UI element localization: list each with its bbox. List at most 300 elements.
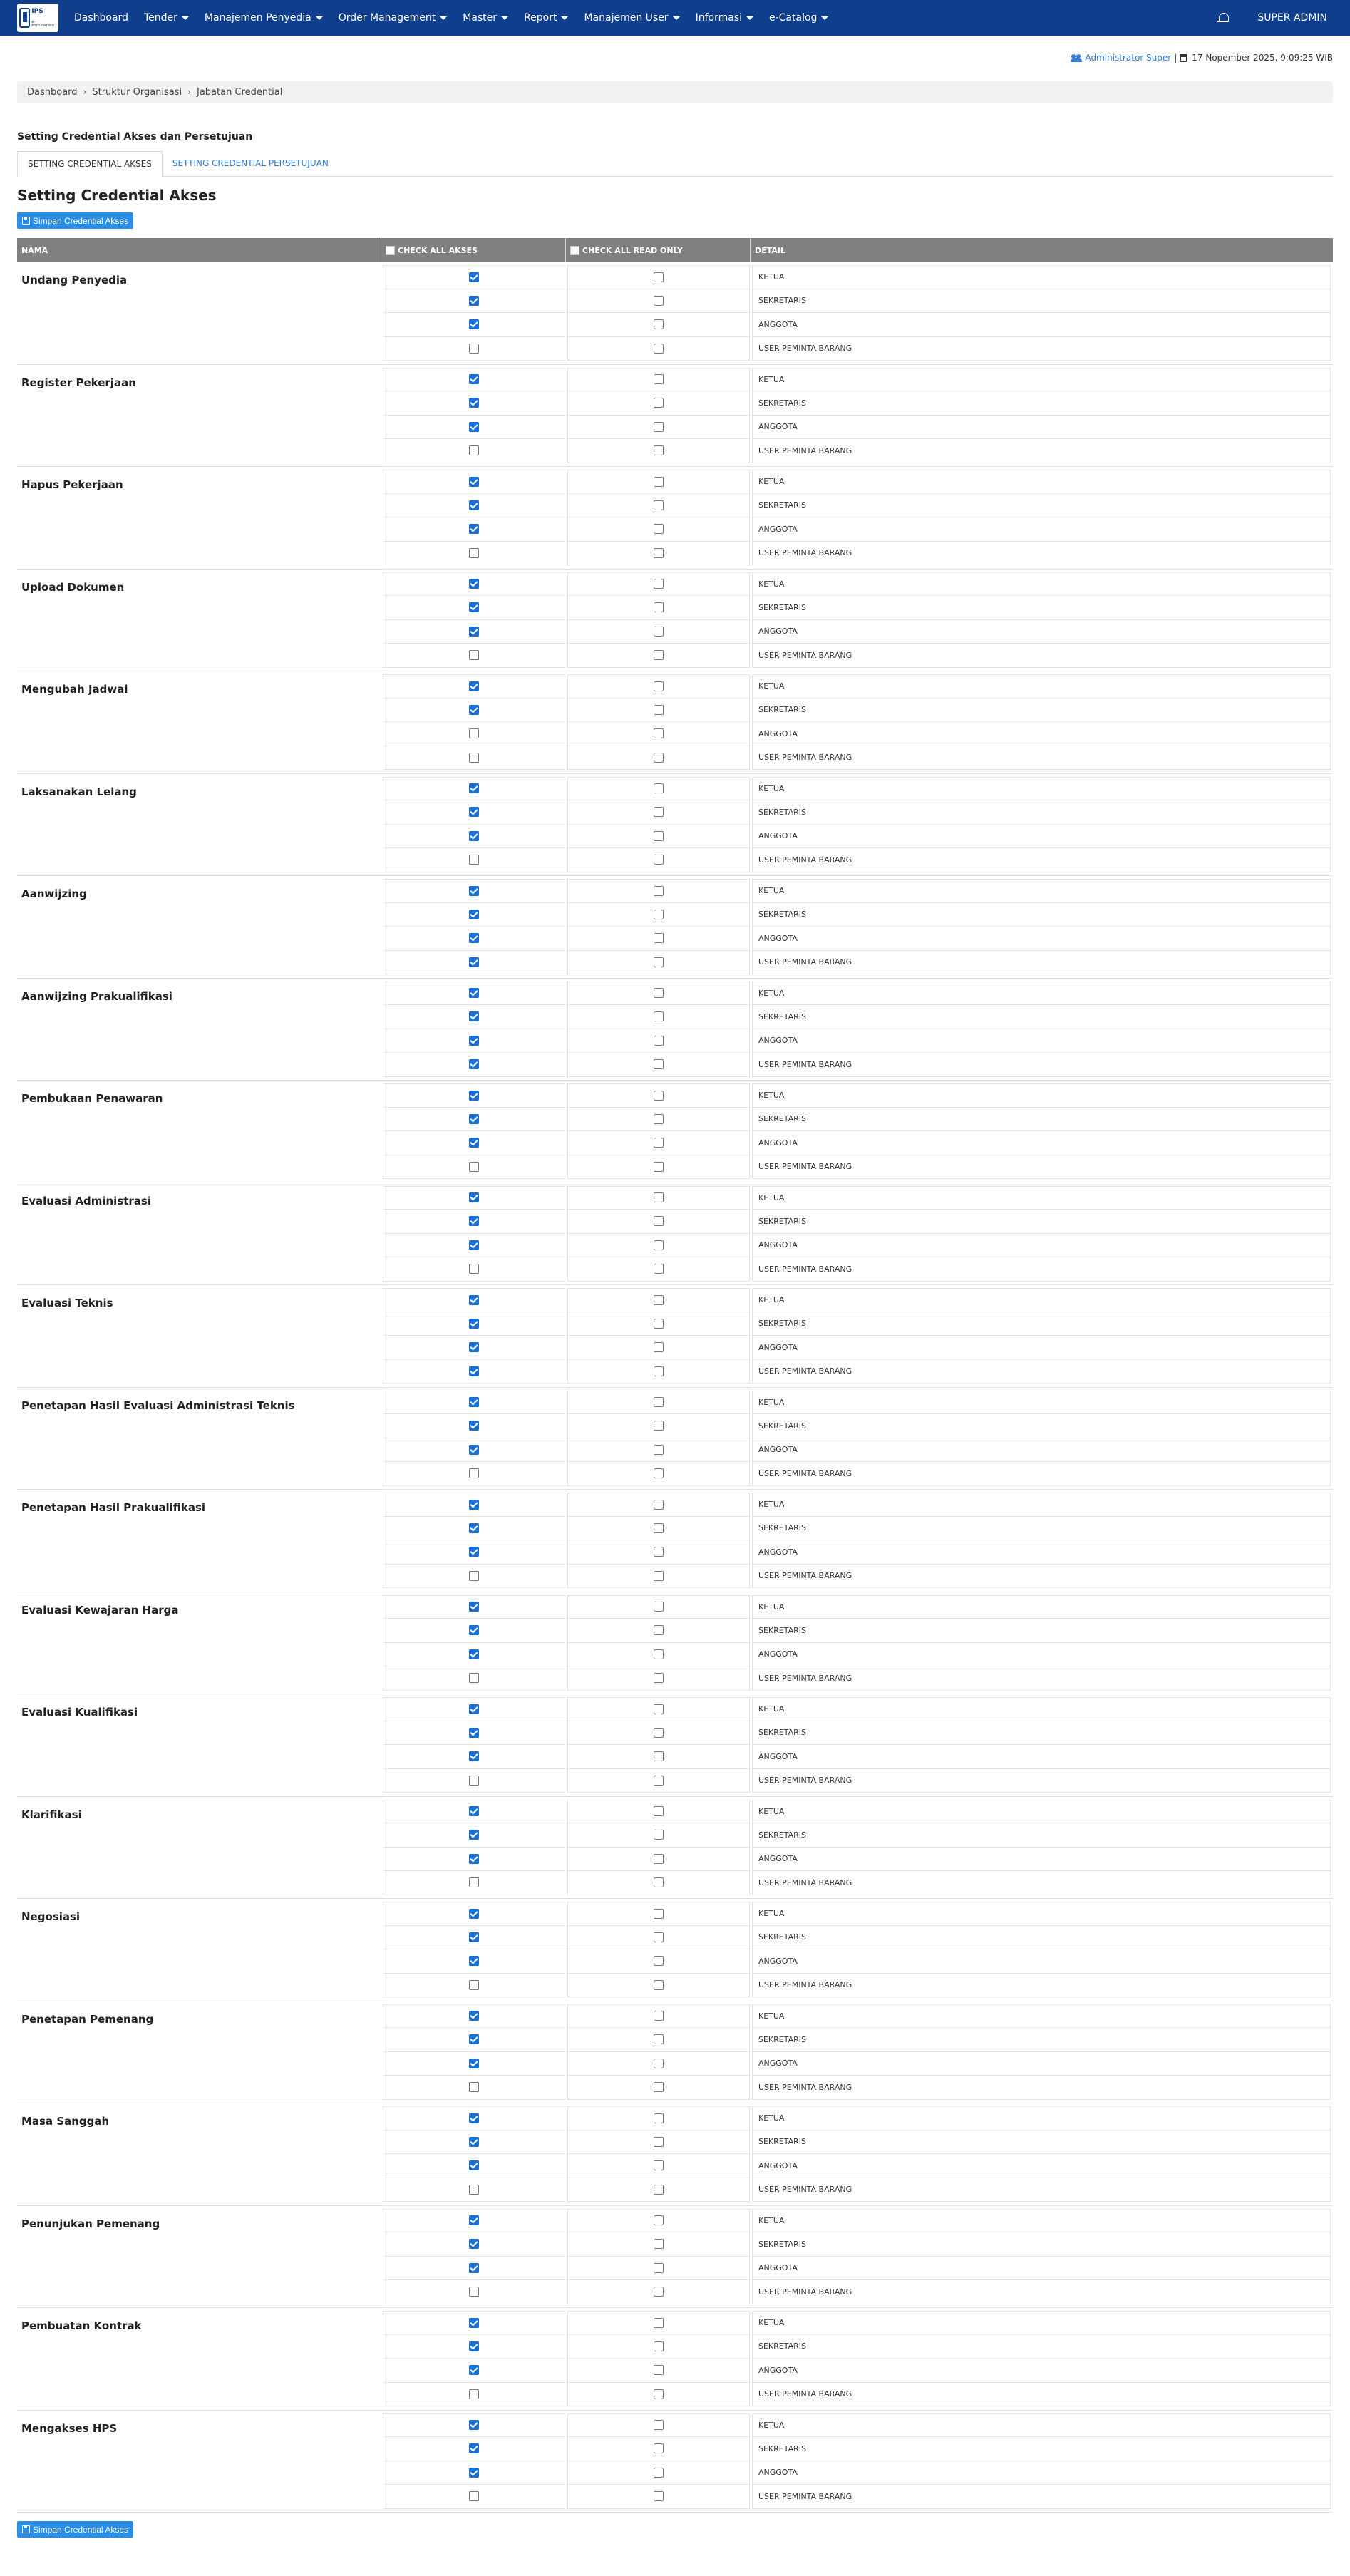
read-only-checkbox[interactable]: [654, 2137, 664, 2147]
read-only-checkbox[interactable]: [654, 1138, 664, 1148]
detail-label: KETUA: [752, 2004, 1331, 2029]
users-icon: [1071, 54, 1082, 62]
nav-item-report[interactable]: [524, 12, 568, 24]
akses-checkbox[interactable]: [469, 2468, 479, 2478]
read-only-checkbox[interactable]: [654, 831, 664, 841]
read-only-checkbox[interactable]: [654, 2113, 664, 2123]
akses-checkbox[interactable]: [469, 1728, 479, 1738]
akses-checkbox[interactable]: [469, 831, 479, 841]
row-name: Hapus Pekerjaan: [21, 478, 123, 491]
read-only-checkbox[interactable]: [654, 1602, 664, 1612]
read-only-checkbox[interactable]: [654, 500, 664, 510]
akses-checkbox[interactable]: [469, 957, 479, 967]
read-only-checkbox[interactable]: [654, 910, 664, 919]
akses-checkbox[interactable]: [469, 1295, 479, 1305]
detail-label: ANGGOTA: [752, 1131, 1331, 1155]
table-row: [17, 2206, 1333, 2309]
section-title: Setting Credential Akses dan Persetujuan: [17, 131, 253, 143]
akses-checkbox[interactable]: [469, 1240, 479, 1250]
header-check-all-akses[interactable]: [381, 238, 566, 262]
read-only-checkbox[interactable]: [654, 1011, 664, 1021]
nav-item-manajemen-user[interactable]: [584, 12, 679, 24]
app-logo[interactable]: [17, 4, 58, 32]
detail-label: KETUA: [752, 470, 1331, 494]
akses-checkbox[interactable]: [469, 807, 479, 817]
akses-checkbox[interactable]: [469, 2365, 479, 2375]
detail-label: SEKRETARIS: [752, 903, 1331, 927]
read-only-checkbox[interactable]: [654, 681, 664, 691]
read-only-checkbox[interactable]: [654, 1240, 664, 1250]
read-only-checkbox[interactable]: [654, 1854, 664, 1864]
akses-checkbox[interactable]: [469, 1571, 479, 1581]
read-only-checkbox[interactable]: [654, 1776, 664, 1786]
caret-down-icon: [182, 16, 189, 20]
akses-checkbox[interactable]: [469, 728, 479, 738]
navbar-right: [1217, 0, 1327, 36]
read-only-checkbox[interactable]: [654, 1649, 664, 1659]
table-row: [17, 570, 1333, 672]
row-name: Mengakses HPS: [21, 2421, 118, 2435]
read-only-checkbox[interactable]: [654, 1397, 664, 1407]
row-name: Penetapan Hasil Prakualifikasi: [21, 1501, 206, 1514]
detail-label: ANGGOTA: [752, 313, 1331, 337]
akses-checkbox[interactable]: [469, 1059, 479, 1069]
akses-checkbox[interactable]: [469, 1649, 479, 1659]
detail-label: KETUA: [752, 879, 1331, 903]
read-only-checkbox[interactable]: [654, 344, 664, 354]
akses-checkbox[interactable]: [469, 1342, 479, 1352]
akses-checkbox[interactable]: [469, 1192, 479, 1202]
akses-checkbox[interactable]: [469, 988, 479, 998]
read-only-checkbox[interactable]: [654, 2263, 664, 2273]
read-only-checkbox[interactable]: [654, 1909, 664, 1919]
akses-checkbox[interactable]: [469, 2263, 479, 2273]
table-row: [17, 467, 1333, 570]
akses-checkbox[interactable]: [469, 2011, 479, 2021]
detail-label: KETUA: [752, 1902, 1331, 1926]
akses-checkbox[interactable]: [469, 2113, 479, 2123]
row-name: Pembuatan Kontrak: [21, 2319, 142, 2332]
akses-checkbox[interactable]: [469, 1523, 479, 1533]
akses-checkbox[interactable]: [469, 477, 479, 487]
detail-label: ANGGOTA: [752, 2052, 1331, 2076]
akses-checkbox[interactable]: [469, 1421, 479, 1431]
akses-checkbox[interactable]: [469, 500, 479, 510]
table-row: [17, 671, 1333, 774]
nav-item-order-management[interactable]: [339, 12, 447, 24]
detail-label: SEKRETARIS: [752, 1312, 1331, 1336]
nav-item-label: Report: [524, 12, 557, 24]
nav-item-dashboard[interactable]: [74, 12, 128, 24]
read-only-checkbox[interactable]: [654, 1523, 664, 1533]
logo-text: IPS e-Procurement: [31, 7, 55, 28]
akses-checkbox[interactable]: [469, 1547, 479, 1557]
akses-checkbox[interactable]: [469, 910, 479, 919]
akses-checkbox[interactable]: [469, 2389, 479, 2399]
read-only-checkbox[interactable]: [654, 1728, 664, 1738]
akses-checkbox[interactable]: [469, 1673, 479, 1683]
read-only-checkbox[interactable]: [654, 2420, 664, 2430]
akses-checkbox[interactable]: [469, 2082, 479, 2092]
read-only-checkbox[interactable]: [654, 1114, 664, 1124]
akses-checkbox[interactable]: [469, 1751, 479, 1761]
akses-checkbox[interactable]: [469, 2137, 479, 2147]
akses-checkbox[interactable]: [469, 2160, 479, 2170]
table-row: [17, 1490, 1333, 1592]
nav-item-tender[interactable]: [144, 12, 189, 24]
row-name: Aanwijzing Prakualifikasi: [21, 989, 172, 1003]
read-only-checkbox[interactable]: [654, 602, 664, 612]
read-only-checkbox[interactable]: [654, 2185, 664, 2195]
read-only-checkbox[interactable]: [654, 272, 664, 282]
read-only-checkbox[interactable]: [654, 2365, 664, 2375]
row-name: Mengubah Jadwal: [21, 683, 128, 696]
read-only-checkbox[interactable]: [654, 1421, 664, 1431]
caret-down-icon: [316, 16, 323, 20]
akses-checkbox[interactable]: [469, 650, 479, 660]
read-only-checkbox[interactable]: [654, 1059, 664, 1069]
bell-icon[interactable]: [1217, 12, 1229, 24]
akses-checkbox[interactable]: [469, 1445, 479, 1455]
detail-label: KETUA: [752, 982, 1331, 1006]
detail-label: KETUA: [752, 2106, 1331, 2131]
akses-checkbox[interactable]: [469, 1216, 479, 1226]
akses-checkbox[interactable]: [469, 1625, 479, 1635]
read-only-checkbox[interactable]: [654, 319, 664, 329]
detail-label: SEKRETARIS: [752, 1926, 1331, 1950]
akses-checkbox[interactable]: [469, 1704, 479, 1714]
detail-label: USER PEMINTA BARANG: [752, 2383, 1331, 2407]
read-only-checkbox[interactable]: [654, 1625, 664, 1635]
tab-setting-credential-persetujuan[interactable]: SETTING CREDENTIAL PERSETUJUAN: [172, 158, 329, 168]
akses-checkbox[interactable]: [469, 1397, 479, 1407]
detail-label: SEKRETARIS: [752, 494, 1331, 518]
header-read-label: CHECK ALL READ ONLY: [582, 245, 683, 255]
read-only-checkbox[interactable]: [654, 1445, 664, 1455]
read-only-checkbox[interactable]: [654, 1319, 664, 1329]
detail-label: SEKRETARIS: [752, 2232, 1331, 2257]
akses-checkbox[interactable]: [469, 2215, 479, 2225]
row-name: Evaluasi Teknis: [21, 1297, 113, 1309]
credential-table: [17, 238, 1333, 2513]
read-only-checkbox[interactable]: [654, 957, 664, 967]
read-only-checkbox[interactable]: [654, 374, 664, 384]
tab-setting-credential-akses[interactable]: SETTING CREDENTIAL AKSES: [17, 151, 163, 177]
detail-label: USER PEMINTA BARANG: [752, 2485, 1331, 2509]
akses-checkbox[interactable]: [469, 422, 479, 432]
nav-item-label: Manajemen User: [584, 12, 669, 24]
akses-checkbox[interactable]: [469, 681, 479, 691]
read-only-checkbox[interactable]: [654, 1751, 664, 1761]
detail-label: ANGGOTA: [752, 2257, 1331, 2281]
row-name: Klarifikasi: [21, 1808, 82, 1821]
akses-checkbox[interactable]: [469, 1036, 479, 1046]
read-only-checkbox[interactable]: [654, 1956, 664, 1966]
caret-down-icon: [746, 16, 753, 20]
akses-checkbox[interactable]: [469, 627, 479, 637]
akses-checkbox[interactable]: [469, 579, 479, 589]
read-only-checkbox[interactable]: [654, 477, 664, 487]
row-name: Masa Sanggah: [21, 2115, 110, 2128]
read-only-checkbox[interactable]: [654, 855, 664, 865]
nav-item-label: Manajemen Penyedia: [204, 12, 311, 24]
read-only-checkbox[interactable]: [654, 705, 664, 715]
read-only-checkbox[interactable]: [654, 2287, 664, 2297]
chevron-right-icon: ›: [187, 87, 191, 97]
read-only-checkbox[interactable]: [654, 1342, 664, 1352]
akses-checkbox[interactable]: [469, 886, 479, 896]
read-only-checkbox[interactable]: [654, 296, 664, 306]
detail-label: SEKRETARIS: [752, 2437, 1331, 2461]
header-check-all-read[interactable]: [566, 238, 751, 262]
detail-label: ANGGOTA: [752, 1336, 1331, 1360]
nav-item-label: Order Management: [338, 12, 436, 24]
read-only-checkbox[interactable]: [654, 1830, 664, 1840]
detail-label: KETUA: [752, 368, 1331, 392]
detail-label: ANGGOTA: [752, 517, 1331, 542]
akses-checkbox[interactable]: [469, 1877, 479, 1887]
read-only-checkbox[interactable]: [654, 1571, 664, 1581]
read-only-checkbox[interactable]: [654, 548, 664, 558]
read-only-checkbox[interactable]: [654, 627, 664, 637]
read-only-checkbox[interactable]: [654, 886, 664, 896]
akses-checkbox[interactable]: [469, 296, 479, 306]
read-only-checkbox[interactable]: [654, 2059, 664, 2068]
akses-checkbox[interactable]: [469, 445, 479, 455]
read-only-checkbox[interactable]: [654, 2215, 664, 2225]
read-only-checkbox[interactable]: [654, 2239, 664, 2249]
akses-checkbox[interactable]: [469, 1011, 479, 1021]
row-name: Evaluasi Kualifikasi: [21, 1706, 138, 1719]
detail-label: ANGGOTA: [752, 1540, 1331, 1565]
read-only-checkbox[interactable]: [654, 933, 664, 943]
read-only-checkbox[interactable]: [654, 1806, 664, 1816]
akses-checkbox[interactable]: [469, 374, 479, 384]
read-only-checkbox[interactable]: [654, 807, 664, 817]
save-button-label: Simpan Credential Akses: [33, 2524, 129, 2535]
akses-checkbox[interactable]: [469, 1264, 479, 1274]
row-name: Penunjukan Pemenang: [21, 2217, 160, 2230]
read-only-checkbox[interactable]: [654, 1877, 664, 1887]
read-only-checkbox[interactable]: [654, 2082, 664, 2092]
row-name: Aanwijzing: [21, 887, 87, 900]
detail-label: ANGGOTA: [752, 2461, 1331, 2485]
akses-checkbox[interactable]: [469, 2491, 479, 2501]
breadcrumb-item-struktur[interactable]: Struktur Organisasi: [92, 86, 182, 98]
akses-checkbox[interactable]: [469, 319, 479, 329]
header-akses-label: CHECK ALL AKSES: [398, 245, 478, 255]
detail-label: USER PEMINTA BARANG: [752, 1462, 1331, 1486]
detail-label: SEKRETARIS: [752, 1414, 1331, 1438]
read-only-checkbox[interactable]: [654, 2389, 664, 2399]
akses-checkbox[interactable]: [469, 2443, 479, 2453]
read-only-checkbox[interactable]: [654, 2468, 664, 2478]
akses-checkbox[interactable]: [469, 933, 479, 943]
read-only-checkbox[interactable]: [654, 579, 664, 589]
akses-checkbox[interactable]: [469, 855, 479, 865]
read-only-checkbox[interactable]: [654, 1500, 664, 1510]
detail-label: KETUA: [752, 2413, 1331, 2438]
akses-checkbox[interactable]: [469, 524, 479, 534]
akses-checkbox[interactable]: [469, 2059, 479, 2068]
akses-checkbox[interactable]: [469, 2341, 479, 2351]
floppy-disk-icon: [22, 217, 30, 225]
nav-item-label: e-Catalog: [768, 12, 818, 24]
detail-label: USER PEMINTA BARANG: [752, 746, 1331, 771]
nav-item-master[interactable]: [463, 12, 508, 24]
row-name: Negosiasi: [21, 1910, 81, 1923]
akses-checkbox[interactable]: [469, 1854, 479, 1864]
save-credential-button-top[interactable]: [17, 212, 133, 229]
detail-label: SEKRETARIS: [752, 699, 1331, 723]
akses-checkbox[interactable]: [469, 1909, 479, 1919]
read-only-checkbox[interactable]: [654, 1216, 664, 1226]
read-only-checkbox[interactable]: [654, 1932, 664, 1942]
akses-checkbox[interactable]: [469, 783, 479, 793]
akses-checkbox[interactable]: [469, 398, 479, 408]
detail-label: USER PEMINTA BARANG: [752, 1053, 1331, 1077]
detail-label: KETUA: [752, 572, 1331, 597]
read-only-checkbox[interactable]: [654, 1704, 664, 1714]
header-detail: DETAIL: [755, 245, 785, 255]
table-row: [17, 1797, 1333, 1900]
akses-checkbox[interactable]: [469, 1980, 479, 1990]
breadcrumb-item-dashboard[interactable]: Dashboard: [27, 86, 78, 98]
nav-item-manajemen-penyedia[interactable]: [205, 12, 323, 24]
nav-item-label: Informasi: [695, 12, 742, 24]
akses-checkbox[interactable]: [469, 1091, 479, 1101]
detail-label: SEKRETARIS: [752, 800, 1331, 825]
read-only-checkbox[interactable]: [654, 2160, 664, 2170]
read-only-checkbox[interactable]: [654, 445, 664, 455]
detail-label: ANGGOTA: [752, 1643, 1331, 1667]
read-only-checkbox[interactable]: [654, 2341, 664, 2351]
read-only-checkbox[interactable]: [654, 1295, 664, 1305]
detail-label: SEKRETARIS: [752, 289, 1331, 314]
read-only-checkbox[interactable]: [654, 398, 664, 408]
caret-down-icon: [821, 16, 828, 20]
detail-label: SEKRETARIS: [752, 1517, 1331, 1541]
read-only-checkbox[interactable]: [654, 2491, 664, 2501]
read-only-checkbox[interactable]: [654, 988, 664, 998]
detail-label: USER PEMINTA BARANG: [752, 1565, 1331, 1589]
read-only-checkbox[interactable]: [654, 422, 664, 432]
logo-mark-icon: [19, 8, 30, 28]
akses-checkbox[interactable]: [469, 1602, 479, 1612]
save-button-label: Simpan Credential Akses: [33, 215, 129, 226]
table-header: [17, 238, 1333, 262]
user-link[interactable]: [1071, 53, 1171, 63]
row-name: Upload Dokumen: [21, 580, 125, 594]
read-only-checkbox[interactable]: [654, 1036, 664, 1046]
akses-checkbox[interactable]: [469, 2287, 479, 2297]
table-body: [17, 262, 1333, 2513]
read-only-checkbox[interactable]: [654, 1366, 664, 1376]
akses-checkbox[interactable]: [469, 1114, 479, 1124]
akses-checkbox[interactable]: [469, 753, 479, 763]
read-only-checkbox[interactable]: [654, 1547, 664, 1557]
row-name: Laksanakan Lelang: [21, 785, 137, 798]
read-only-checkbox[interactable]: [654, 1091, 664, 1101]
read-only-checkbox[interactable]: [654, 2011, 664, 2021]
row-name: Register Pekerjaan: [21, 376, 136, 389]
table-row: [17, 979, 1333, 1081]
detail-label: ANGGOTA: [752, 2359, 1331, 2383]
akses-checkbox[interactable]: [469, 272, 479, 282]
read-only-checkbox[interactable]: [654, 650, 664, 660]
akses-checkbox[interactable]: [469, 1500, 479, 1510]
akses-checkbox[interactable]: [469, 2185, 479, 2195]
akses-checkbox[interactable]: [469, 1932, 479, 1942]
user-menu[interactable]: SUPER ADMIN: [1257, 12, 1327, 24]
caret-down-icon: [561, 16, 568, 20]
akses-checkbox[interactable]: [469, 2318, 479, 2328]
akses-checkbox[interactable]: [469, 602, 479, 612]
akses-checkbox[interactable]: [469, 1776, 479, 1786]
detail-label: USER PEMINTA BARANG: [752, 337, 1331, 361]
table-row: [17, 1592, 1333, 1695]
read-only-checkbox[interactable]: [654, 2034, 664, 2044]
page-title: Setting Credential Akses: [17, 187, 217, 204]
table-row: [17, 2001, 1333, 2104]
nav-item-informasi[interactable]: [696, 12, 753, 24]
akses-checkbox[interactable]: [469, 1468, 479, 1478]
akses-checkbox[interactable]: [469, 1366, 479, 1376]
akses-checkbox[interactable]: [469, 1956, 479, 1966]
check-all-read-checkbox[interactable]: [570, 246, 579, 255]
akses-checkbox[interactable]: [469, 1830, 479, 1840]
akses-checkbox[interactable]: [469, 1806, 479, 1816]
read-only-checkbox[interactable]: [654, 753, 664, 763]
read-only-checkbox[interactable]: [654, 1673, 664, 1683]
read-only-checkbox[interactable]: [654, 524, 664, 534]
akses-checkbox[interactable]: [469, 705, 479, 715]
detail-label: USER PEMINTA BARANG: [752, 439, 1331, 463]
akses-checkbox[interactable]: [469, 1319, 479, 1329]
akses-checkbox[interactable]: [469, 344, 479, 354]
read-only-checkbox[interactable]: [654, 1468, 664, 1478]
calendar-icon: [1180, 54, 1187, 62]
check-all-akses-checkbox[interactable]: [386, 246, 395, 255]
row-name: Pembukaan Penawaran: [21, 1092, 163, 1105]
table-row: [17, 1081, 1333, 1183]
floppy-disk-icon: [22, 2525, 30, 2533]
read-only-checkbox[interactable]: [654, 783, 664, 793]
detail-label: USER PEMINTA BARANG: [752, 2076, 1331, 2100]
read-only-checkbox[interactable]: [654, 1192, 664, 1202]
read-only-checkbox[interactable]: [654, 2318, 664, 2328]
akses-checkbox[interactable]: [469, 548, 479, 558]
read-only-checkbox[interactable]: [654, 728, 664, 738]
akses-checkbox[interactable]: [469, 2034, 479, 2044]
breadcrumb-item-current: Jabatan Credential: [196, 86, 283, 98]
akses-checkbox[interactable]: [469, 1162, 479, 1172]
nav-item-e-catalog[interactable]: [769, 12, 828, 24]
read-only-checkbox[interactable]: [654, 1980, 664, 1990]
akses-checkbox[interactable]: [469, 1138, 479, 1148]
table-row: [17, 365, 1333, 468]
read-only-checkbox[interactable]: [654, 1264, 664, 1274]
akses-checkbox[interactable]: [469, 2239, 479, 2249]
read-only-checkbox[interactable]: [654, 2443, 664, 2453]
read-only-checkbox[interactable]: [654, 1162, 664, 1172]
detail-label: ANGGOTA: [752, 722, 1331, 746]
akses-checkbox[interactable]: [469, 2420, 479, 2430]
main-menu: [74, 12, 828, 24]
nav-item-label: Dashboard: [74, 12, 128, 24]
save-credential-button-bottom[interactable]: [17, 2521, 133, 2538]
detail-label: ANGGOTA: [752, 416, 1331, 440]
